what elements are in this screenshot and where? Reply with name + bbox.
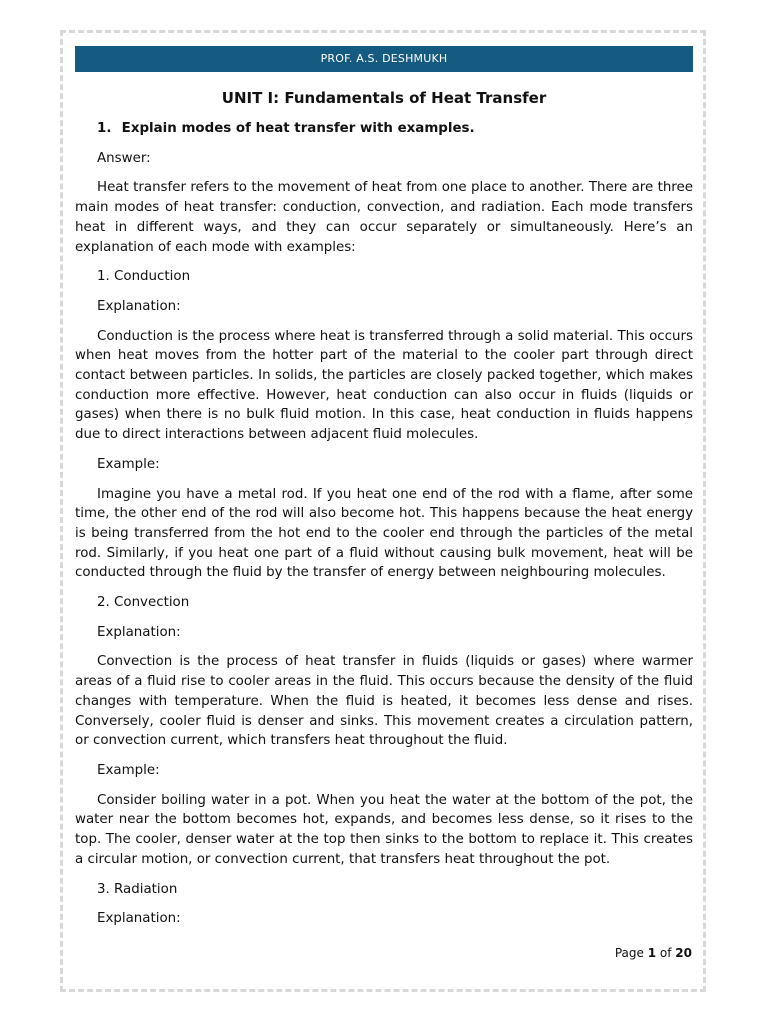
of-word: of [659, 946, 672, 960]
page-number-footer [615, 946, 692, 960]
question-heading [97, 119, 693, 139]
current-page: 1 [647, 946, 657, 960]
radiation-heading: 3. Radiation [97, 881, 178, 897]
convection-example: Consider boiling water in a pot. When you heat the water at the bottom of the pot, the water near the bottom becomes hot, expands, and becomes less dense, so it rises to the top. The cooler, denser water at the top then sinks to the bottom to replace it. This creates a circular motion, or convection current, that transfers heat throughout the pot. [75, 792, 693, 867]
answer-label: Answer: [97, 150, 151, 166]
total-pages: 20 [675, 946, 692, 960]
document-body [75, 88, 693, 939]
convection-explanation: Convection is the process of heat transfer in fluids (liquids or gases) where warmer areas of a fluid rise to cooler areas in the fluid. This occurs because the density of the fluid changes with temperature. When the fluid is heated, it becomes less dense and rises. Conversely, cooler fluid is denser and sinks. This movement creates a circulation pattern, or convection current, which transfers heat throughout the fluid. [75, 654, 693, 749]
conduction-explanation: Conduction is the process where heat is transferred through a solid material. This occurs when heat moves from the hotter part of the material to the cooler part through direct contact between particles. In solids, the particles are closely packed together, which makes conduction more effective. However, heat conduction can also occur in fluids (liquids or gases) when there is no bulk fluid motion. In this case, heat conduction in fluids happens due to direct interactions between adjacent fluid molecules. [75, 328, 693, 443]
convection-heading: 2. Convection [97, 595, 190, 611]
question-number: 1. [97, 121, 112, 136]
page-word: Page [614, 946, 644, 960]
conduction-explanation-label: Explanation: [97, 298, 181, 314]
question-text: Explain modes of heat transfer with examples. [121, 121, 475, 136]
page-title: UNIT I: Fundamentals of Heat Transfer [221, 89, 547, 107]
header-bar [75, 46, 693, 72]
radiation-explanation-label: Explanation: [97, 911, 181, 927]
conduction-heading: 1. Conduction [97, 269, 191, 285]
header-author: PROF. A.S. DESHMUKH [320, 52, 448, 65]
convection-explanation-label: Explanation: [97, 624, 181, 640]
convection-example-label: Example: [97, 762, 160, 778]
conduction-example-label: Example: [97, 456, 160, 472]
intro-paragraph: Heat transfer refers to the movement of heat from one place to another. There are three main modes of heat transfer: conduction, convection, and radiation. Each mode transfers heat in different ways, and they can occur separately or simultaneously. Here’s an explanation of each mode with examples: [75, 180, 693, 255]
conduction-example: Imagine you have a metal rod. If you heat one end of the rod with a flame, after some time, the other end of the rod will also become hot. This happens because the heat energy is being transferred from the hot end to the cooler end through the particles of the metal rod. Similarly, if you heat one part of a fluid without causing bulk movement, heat will be conducted through the fluid by the transfer of energy between neighbouring molecules. [75, 486, 693, 581]
